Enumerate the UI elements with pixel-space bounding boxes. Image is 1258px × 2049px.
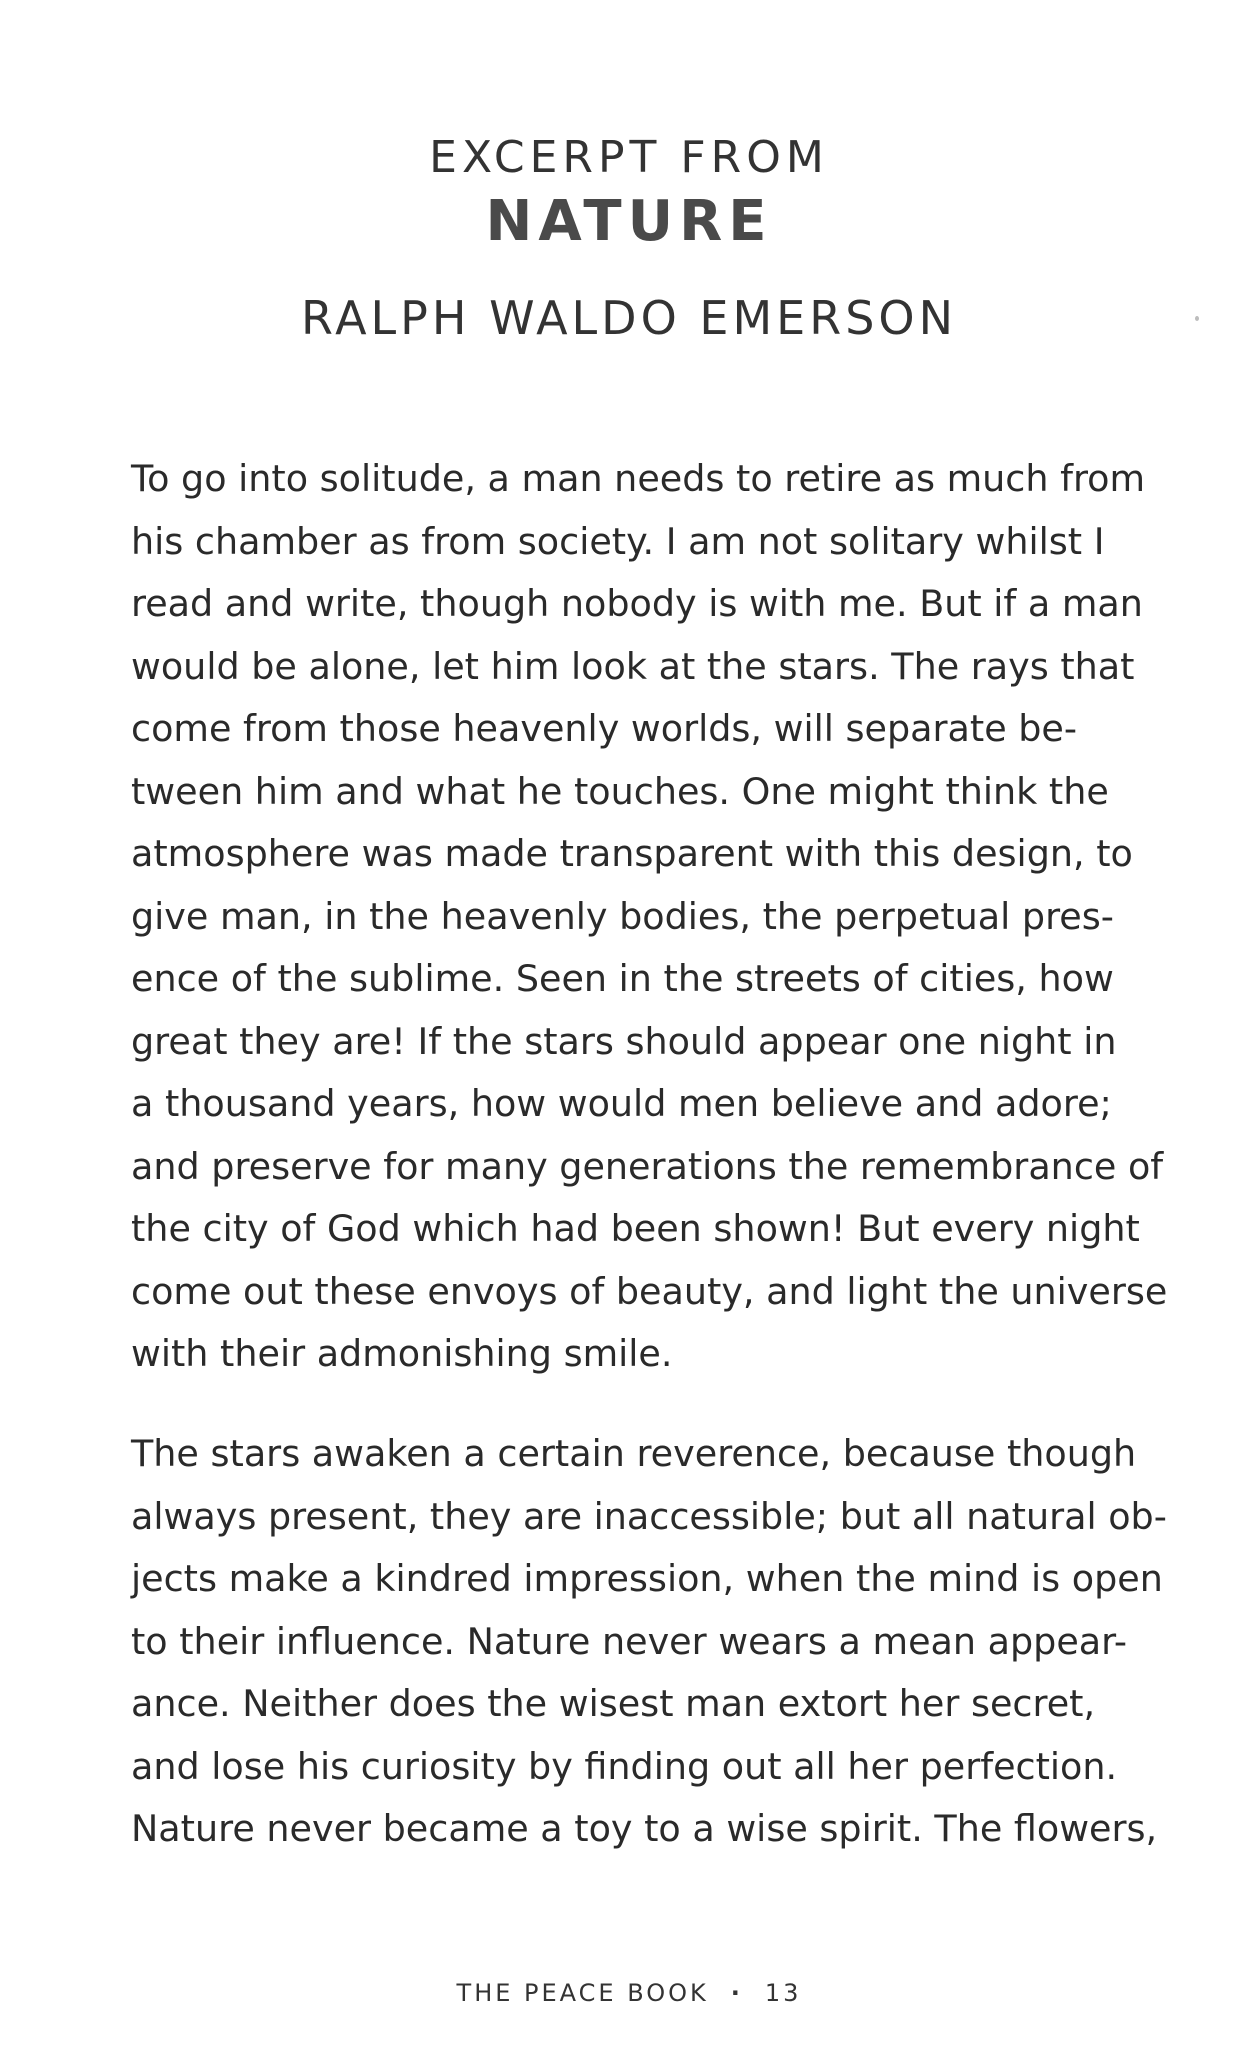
page-footer bbox=[0, 1978, 1258, 2008]
text-line: the city of God which had been shown! But every night bbox=[131, 1207, 1140, 1250]
excerpt-kicker: EXCERPT FROM bbox=[429, 132, 829, 183]
text-line: read and write, though nobody is with me. But if a man bbox=[131, 582, 1143, 625]
text-line: always present, they are inaccessible; but all natural ob- bbox=[131, 1494, 1167, 1538]
text-line: tween him and what he touches. One might think the bbox=[131, 769, 1109, 813]
text-line: come from those heavenly worlds, will separate be- bbox=[131, 707, 1078, 750]
text-line: atmosphere was made transparent with this design, to bbox=[131, 832, 1133, 875]
text-line: ance. Neither does the wisest man extort her secret, bbox=[131, 1682, 1096, 1725]
text-line: to their influence. Nature never wears a mean appear- bbox=[131, 1619, 1127, 1663]
scan-speck bbox=[1195, 316, 1199, 321]
text-line: his chamber as from society. I am not solitary whilst I bbox=[131, 519, 1105, 563]
text-line: a thousand years, how would men believe and adore; bbox=[131, 1082, 1112, 1125]
text-line: would be alone, let him look at the stars. The rays that bbox=[131, 644, 1135, 688]
text-line: great they are! If the stars should appear one night in bbox=[131, 1019, 1117, 1063]
text-line: jects make a kindred impression, when the mind is open bbox=[131, 1557, 1163, 1600]
author-name: RALPH WALDO EMERSON bbox=[300, 291, 958, 345]
page-title: NATURE bbox=[485, 189, 773, 254]
text-line: ence of the sublime. Seen in the streets of cities, how bbox=[131, 957, 1114, 1000]
text-line: and preserve for many generations the remembrance of bbox=[131, 1144, 1164, 1188]
paragraph-2 bbox=[131, 1423, 1167, 1861]
text-line: To go into solitude, a man needs to retire as much from bbox=[131, 457, 1146, 500]
text-line: and lose his curiosity by finding out all her perfection. bbox=[131, 1744, 1118, 1788]
text-line: with their admonishing smile. bbox=[131, 1332, 673, 1375]
text-line: give man, in the heavenly bodies, the perpetual pres- bbox=[131, 894, 1114, 938]
page-number: 13 bbox=[764, 1979, 802, 2007]
paragraph-1 bbox=[131, 448, 1168, 1386]
footer-separator: · bbox=[730, 1979, 743, 2007]
text-line: come out these envoys of beauty, and light the universe bbox=[131, 1269, 1168, 1313]
text-line: Nature never became a toy to a wise spirit. The flowers, bbox=[131, 1807, 1158, 1850]
text-line: The stars awaken a certain reverence, because though bbox=[131, 1432, 1137, 1475]
footer-book-title: THE PEACE BOOK bbox=[456, 1979, 709, 2007]
